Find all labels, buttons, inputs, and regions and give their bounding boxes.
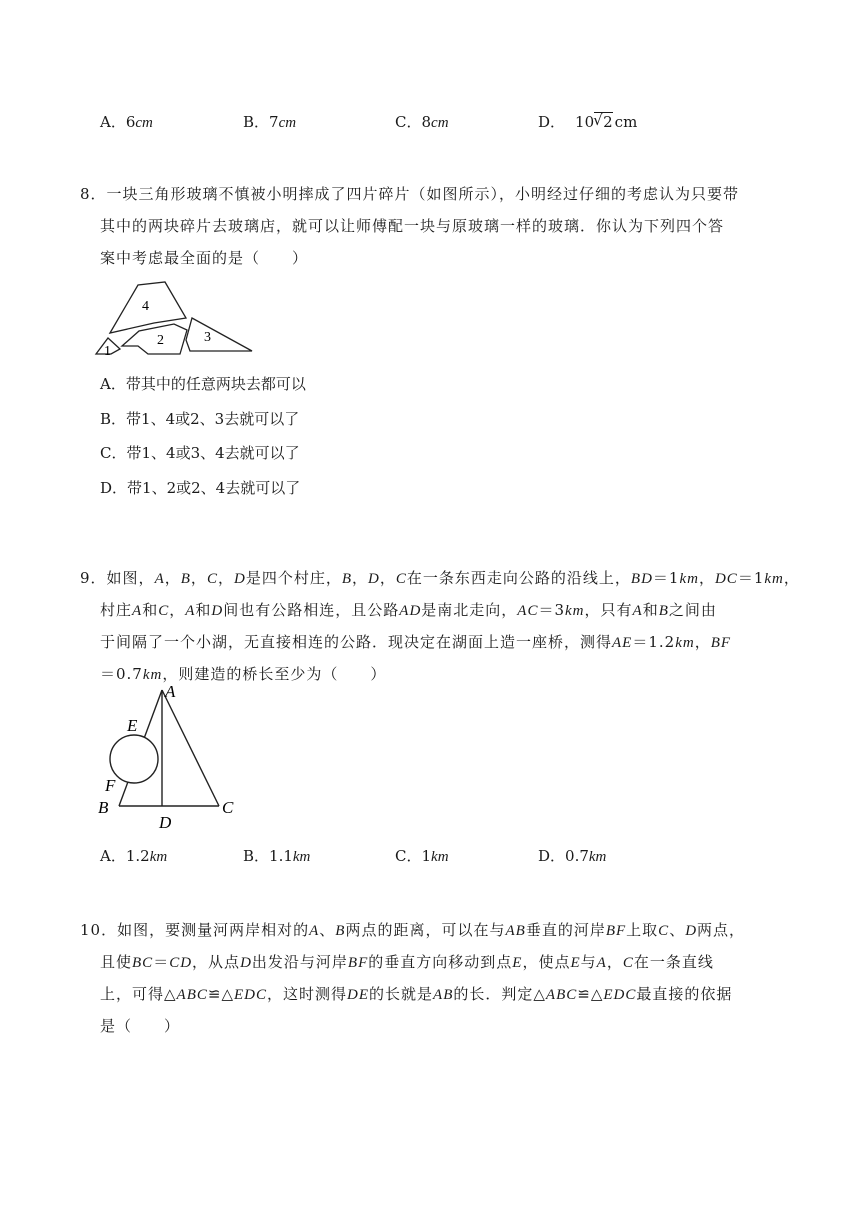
- option-letter: B．: [243, 113, 270, 131]
- var: A: [185, 603, 196, 619]
- stem-text: 如图，要测量河两岸相对的: [117, 921, 310, 939]
- var: D: [685, 923, 698, 939]
- option-letter: D．: [538, 847, 566, 865]
- var: DC: [714, 571, 738, 587]
- q9-lake-figure: [92, 682, 242, 830]
- lake-circle: [110, 735, 158, 783]
- var: BF: [710, 635, 732, 651]
- segment-ac: [162, 690, 219, 806]
- stem-text: ，: [190, 569, 207, 587]
- option-value: 8: [421, 113, 432, 131]
- q8-stem-line-3: [100, 248, 308, 268]
- option-unit: km: [292, 849, 311, 865]
- var: A: [596, 955, 607, 971]
- stem-text: 和: [642, 601, 659, 619]
- var: E: [570, 955, 581, 971]
- var: C: [206, 571, 218, 587]
- question-number: 9．: [80, 569, 107, 587]
- stem-text: 的长．判定△: [453, 985, 546, 1003]
- option-value: 0.7: [565, 847, 589, 865]
- stem-text: 是（ ）: [100, 1017, 181, 1035]
- sqrt-radical: [594, 112, 613, 131]
- stem-text: ，: [164, 569, 181, 587]
- stem-text: ≌△: [207, 985, 234, 1003]
- stem-text: 、: [669, 921, 686, 939]
- q9-option-b[interactable]: [243, 846, 310, 867]
- var: A: [632, 603, 643, 619]
- q9-option-a[interactable]: [100, 846, 167, 867]
- stem-text: ＝0.7: [100, 665, 143, 683]
- var: B: [341, 571, 352, 587]
- stem-text: 上，可得△: [100, 985, 177, 1003]
- stem-text: ，: [694, 633, 711, 651]
- q8-stem-line-1: [80, 184, 739, 204]
- stem-text: 案中考虑最全面的是（ ）: [100, 249, 309, 267]
- option-value: 1: [421, 847, 432, 865]
- q9-stem-line-3: [100, 632, 731, 653]
- option-unit: cm: [135, 115, 153, 131]
- stem-text: 其中的两块碎片去玻璃店，就可以让师傅配一块与原玻璃一样的玻璃．你认为下列四个答: [100, 217, 725, 235]
- piece-3: [186, 318, 252, 351]
- stem-text: 的垂直方向移动到点: [368, 953, 513, 971]
- var: B: [658, 603, 669, 619]
- stem-text: ，使点: [522, 953, 571, 971]
- option-letter: D．: [538, 113, 566, 131]
- q8-stem-line-2: [100, 216, 724, 236]
- stem-text: ＝: [153, 953, 170, 971]
- var: ABC: [545, 987, 578, 1003]
- stem-text: ＝1: [737, 569, 765, 587]
- stem-text: ，: [783, 569, 800, 587]
- var: C: [395, 571, 407, 587]
- var: C: [622, 955, 634, 971]
- stem-text: ＝1.2: [632, 633, 676, 651]
- option-unit: cm: [431, 115, 449, 131]
- stem-text: 之间由: [668, 601, 717, 619]
- option-letter: A．: [100, 375, 126, 393]
- stem-text: 出发沿与河岸: [251, 953, 348, 971]
- var: AB: [505, 923, 526, 939]
- var: D: [368, 571, 380, 587]
- stem-text: 的长就是: [369, 985, 434, 1003]
- unit: km: [679, 571, 699, 587]
- stem-text: ＝1: [652, 569, 680, 587]
- var: AE: [612, 635, 633, 651]
- stem-text: 、: [319, 921, 336, 939]
- option-letter: C．: [395, 113, 422, 131]
- label-4: 4: [142, 299, 149, 314]
- label-e: E: [127, 716, 138, 735]
- var: EDC: [603, 987, 637, 1003]
- stem-text: ，只有: [584, 601, 633, 619]
- var: D: [240, 955, 252, 971]
- q8-option-b[interactable]: [100, 409, 299, 429]
- var: DE: [347, 987, 370, 1003]
- q7-option-b[interactable]: [243, 112, 296, 133]
- var: BF: [605, 923, 627, 939]
- option-unit: km: [431, 849, 449, 865]
- q9-option-d[interactable]: [538, 846, 606, 867]
- option-text: 带1、4或3、4去就可以了: [126, 444, 300, 462]
- option-text: 带1、4或2、3去就可以了: [126, 410, 300, 428]
- stem-text: 垂直的河岸: [525, 921, 606, 939]
- var: A: [132, 603, 143, 619]
- var: AC: [517, 603, 539, 619]
- option-letter: C．: [100, 444, 127, 462]
- option-text: 带其中的任意两块去都可以: [125, 375, 306, 393]
- var: C: [658, 923, 670, 939]
- stem-text: 和: [195, 601, 212, 619]
- label-c: C: [222, 798, 234, 817]
- var: C: [158, 603, 170, 619]
- q8-glass-figure: [94, 278, 256, 360]
- option-value: 6: [125, 113, 136, 131]
- sqrt-sign: √: [593, 111, 603, 129]
- option-unit: km: [588, 849, 607, 865]
- stem-text: 是南北走向，: [421, 601, 518, 619]
- stem-text: ，: [217, 569, 234, 587]
- q10-stem-line-1: [80, 920, 745, 941]
- option-letter: C．: [395, 847, 422, 865]
- stem-text: 是四个村庄，: [245, 569, 342, 587]
- stem-text: 两点的距离，可以在与: [345, 921, 506, 939]
- q7-option-c[interactable]: [395, 112, 449, 133]
- stem-text: 两点，: [697, 921, 746, 939]
- stem-text: 上取: [626, 921, 659, 939]
- q8-option-a[interactable]: [100, 374, 306, 394]
- stem-text: ，从点: [192, 953, 241, 971]
- label-2: 2: [157, 333, 164, 348]
- stem-text: 与: [580, 953, 597, 971]
- q10-stem-line-4: [100, 1016, 180, 1036]
- stem-text: ，: [606, 953, 623, 971]
- stem-text: ，: [379, 569, 396, 587]
- question-number: 8．: [80, 185, 107, 203]
- stem-text: 最直接的依据: [636, 985, 733, 1003]
- var: AD: [399, 603, 422, 619]
- stem-text: 村庄: [100, 601, 133, 619]
- option-value: 1.2: [125, 847, 150, 865]
- label-d: D: [159, 813, 172, 830]
- stem-text: 且使: [100, 953, 133, 971]
- var: A: [154, 571, 165, 587]
- stem-text: 一块三角形玻璃不慎被小明摔成了四片碎片（如图所示），小明经过仔细的考虑认为只要带: [106, 185, 740, 203]
- label-3: 3: [204, 330, 211, 345]
- q7-option-a[interactable]: [100, 112, 153, 133]
- stem-text: ≌△: [577, 985, 604, 1003]
- unit: km: [142, 667, 163, 683]
- stem-text: ，这时测得: [267, 985, 348, 1003]
- option-letter: D．: [100, 479, 128, 497]
- var: CD: [169, 955, 193, 971]
- unit: km: [675, 635, 695, 651]
- option-value: 7: [269, 113, 279, 131]
- label-f: F: [105, 776, 116, 795]
- var: D: [211, 603, 224, 619]
- var: ABC: [176, 987, 208, 1003]
- q8-option-c[interactable]: [100, 443, 300, 463]
- q10-stem-line-3: [100, 984, 732, 1005]
- stem-text: 间也有公路相连，且公路: [223, 601, 400, 619]
- var: B: [335, 923, 346, 939]
- question-number: 10．: [80, 921, 118, 939]
- stem-text: 和: [142, 601, 159, 619]
- q9-stem-line-1: [80, 568, 800, 589]
- stem-text: 在一条直线: [633, 953, 714, 971]
- label-b: B: [98, 798, 109, 817]
- q8-option-d[interactable]: [100, 478, 300, 498]
- stem-text: ，: [169, 601, 186, 619]
- stem-text: ，: [698, 569, 715, 587]
- option-unit: cm: [614, 113, 638, 131]
- unit: km: [565, 603, 585, 619]
- var: BF: [347, 955, 369, 971]
- var: BD: [630, 571, 653, 587]
- unit: km: [764, 571, 784, 587]
- var: BC: [132, 955, 154, 971]
- option-letter: A．: [100, 113, 126, 131]
- q9-option-c[interactable]: [395, 846, 449, 867]
- var: D: [233, 571, 246, 587]
- option-letter: B．: [243, 847, 270, 865]
- var: AB: [433, 987, 454, 1003]
- stem-text: ＝3: [538, 601, 566, 619]
- option-unit: km: [149, 849, 168, 865]
- var: A: [309, 923, 320, 939]
- label-a: A: [165, 682, 176, 701]
- option-radicand: 2: [603, 113, 613, 131]
- q9-stem-line-2: [100, 600, 717, 621]
- var: B: [180, 571, 191, 587]
- option-unit: cm: [278, 115, 297, 131]
- stem-text: 如图，: [106, 569, 155, 587]
- option-letter: B．: [100, 410, 127, 428]
- option-letter: A．: [100, 847, 126, 865]
- option-coefficient: 10: [575, 113, 595, 131]
- stem-text: ，则建造的桥长至少为（ ）: [162, 665, 387, 683]
- var: E: [512, 955, 523, 971]
- option-text: 带1、2或2、4去就可以了: [127, 479, 301, 497]
- stem-text: 在一条东西走向公路的沿线上，: [406, 569, 631, 587]
- q10-stem-line-2: [100, 952, 714, 973]
- label-1: 1: [104, 344, 111, 359]
- q7-option-d[interactable]: [538, 112, 637, 132]
- option-value: 1.1: [269, 847, 293, 865]
- stem-text: ，: [352, 569, 369, 587]
- stem-text: 于间隔了一个小湖，无直接相连的公路．现决定在湖面上造一座桥，测得: [100, 633, 613, 651]
- var: EDC: [234, 987, 267, 1003]
